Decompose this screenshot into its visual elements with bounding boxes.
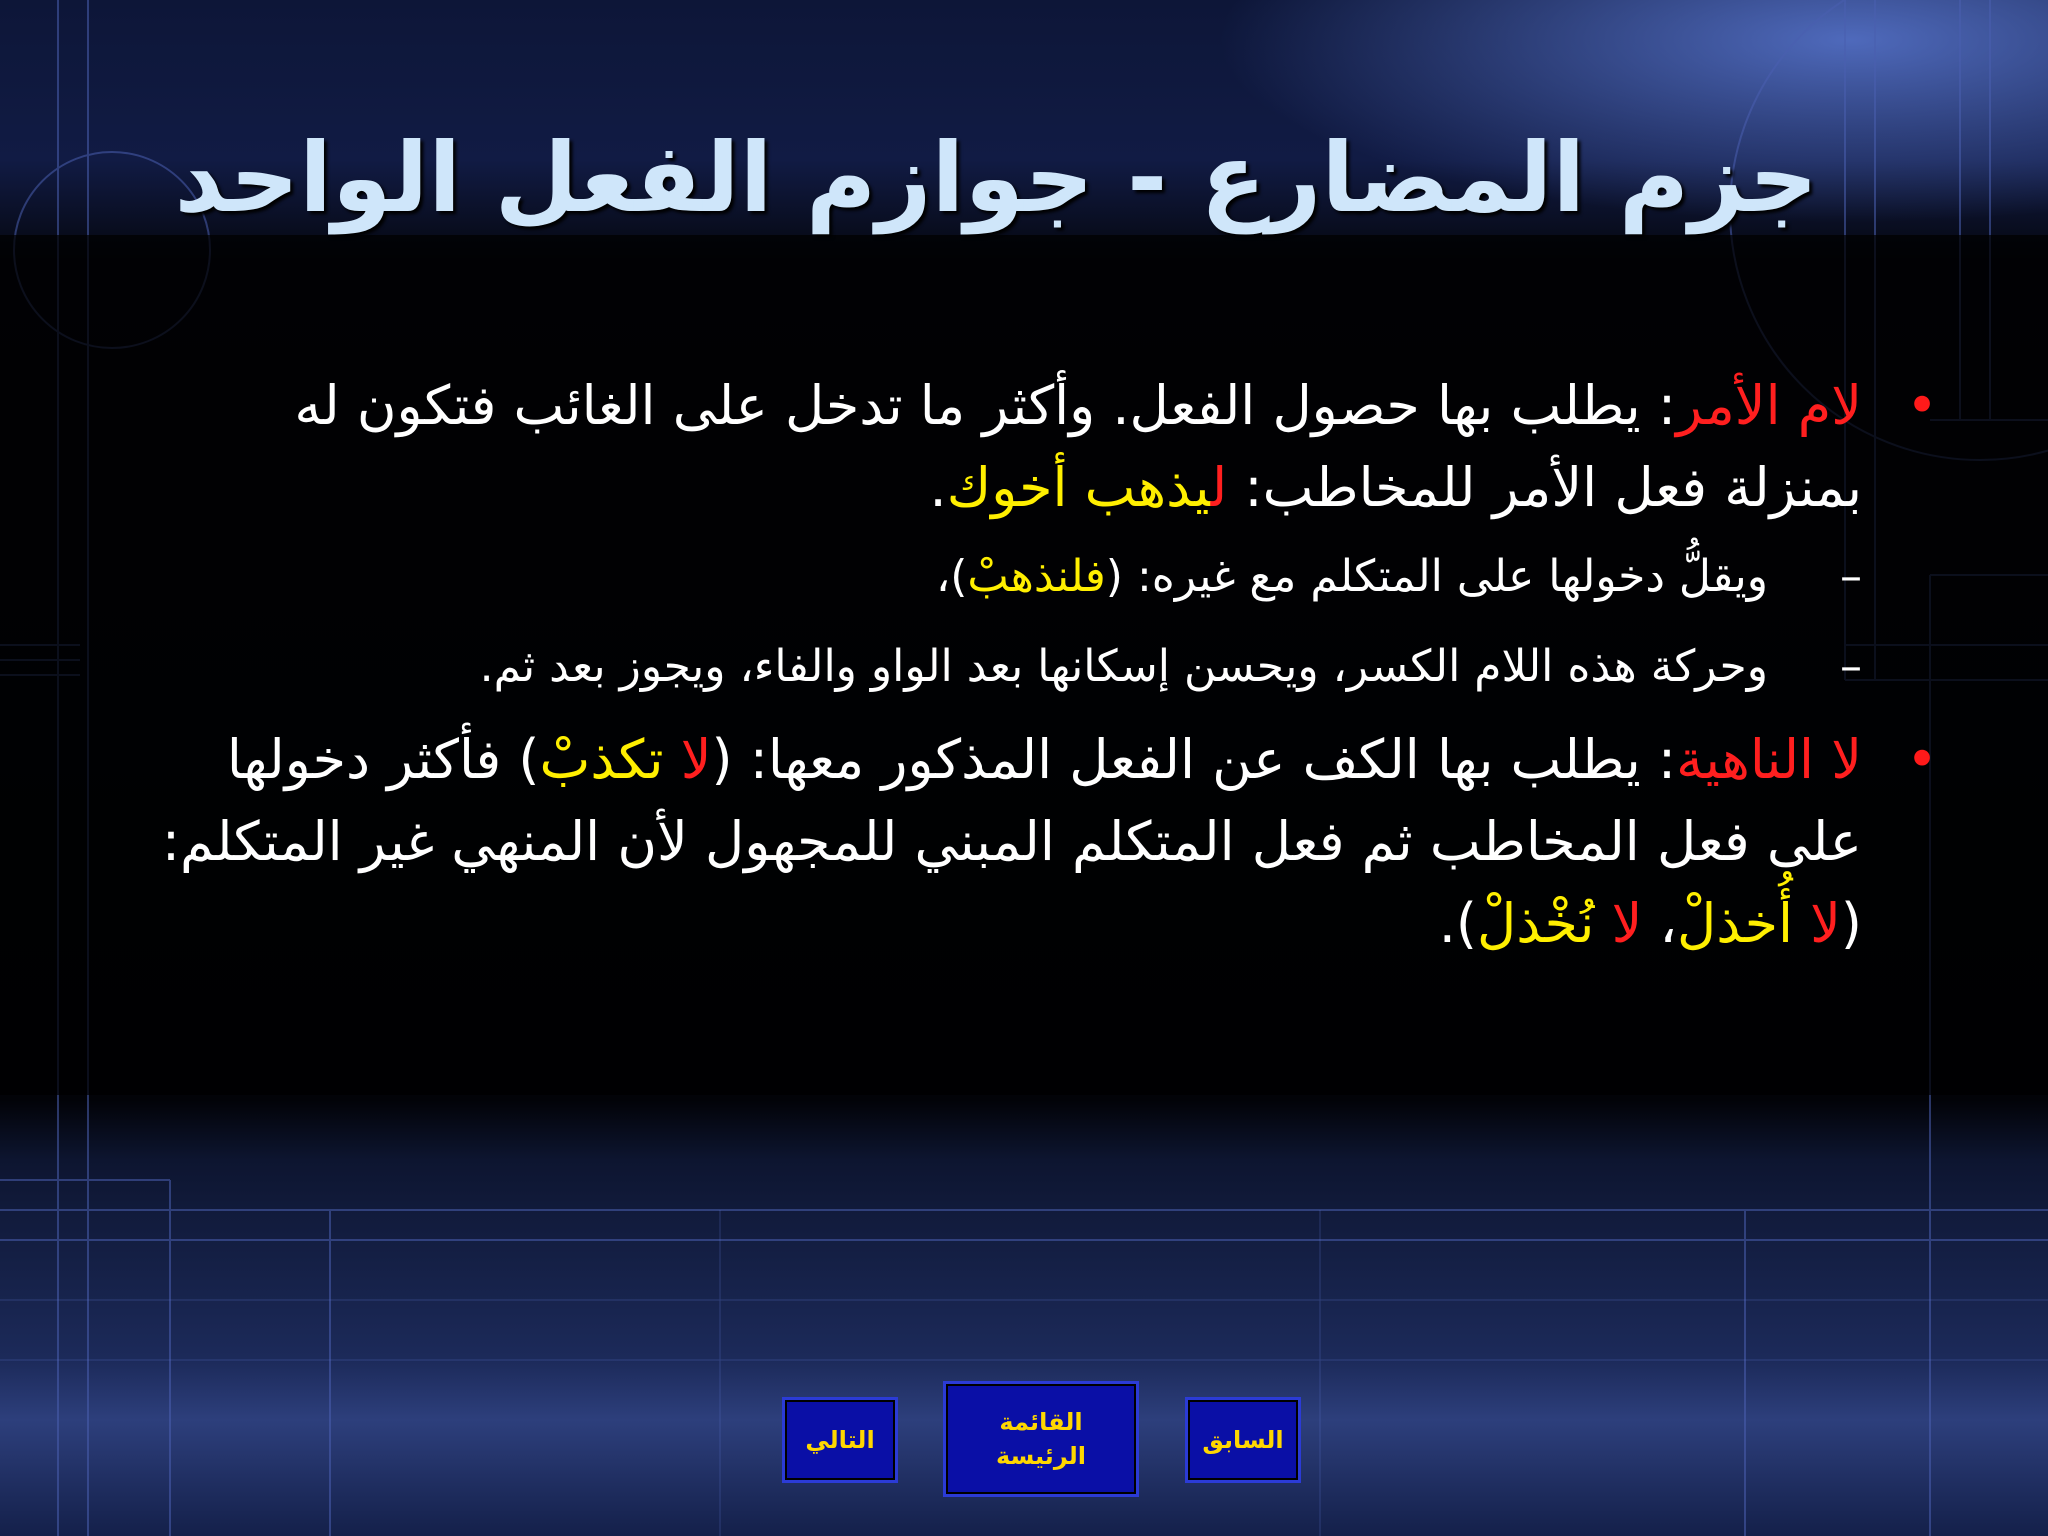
example-prefix: ل: [1210, 456, 1228, 519]
example-text: نُخْذلْ: [1476, 892, 1612, 955]
separator: ،: [1642, 892, 1677, 955]
bullet-text: : يطلب بها الكف عن الفعل المذكور معها: (: [711, 728, 1677, 791]
next-label: التالي: [805, 1426, 875, 1454]
bullet-term: لام الأمر: [1676, 374, 1862, 437]
main-menu-button[interactable]: [943, 1381, 1139, 1497]
bullet-lam-al-amr: [148, 365, 1938, 529]
next-button[interactable]: [782, 1397, 898, 1483]
example-text: تكذبْ: [539, 728, 681, 791]
example-prefix: لا: [680, 728, 712, 791]
sub-text: ويقلُّ دخولها على المتكلم مع غيره: (: [1105, 551, 1768, 602]
bullet-text: : يطلب بها حصول الفعل. وأكثر ما تدخل على الغائب فتكون له بمنزلة فعل الأمر للمخاطب:: [294, 374, 1862, 519]
slide-title: جزم المضارع - جوازم الفعل الواحد: [174, 122, 1818, 234]
example-text: فلنذهبْ: [967, 551, 1106, 602]
previous-button[interactable]: [1185, 1397, 1301, 1483]
sub-item-mutakallim: [148, 539, 1938, 615]
bullet-la-al-nahiya: [148, 719, 1938, 965]
example-text: أُخذلْ: [1676, 892, 1811, 955]
sub-item-haraka: [148, 629, 1938, 705]
bullet-dot-icon: •: [1906, 374, 1938, 437]
sub-text: وحركة هذه اللام الكسر، ويحسن إسكانها بعد الواو والفاء، ويجوز بعد ثم.: [479, 641, 1768, 692]
bullet-dot-icon: •: [1906, 728, 1938, 791]
bullet-tail: ).: [1438, 892, 1477, 955]
slide-body: [148, 365, 1938, 975]
dash-icon: –: [1840, 551, 1862, 602]
example-text: يذهب أخوك: [946, 456, 1211, 519]
example-prefix: لا: [1611, 892, 1643, 955]
example-prefix: لا: [1810, 892, 1841, 955]
sub-tail: )،: [936, 551, 968, 602]
main-menu-label-line2: الرئيسة: [996, 1442, 1086, 1470]
bullet-term: لا الناهية: [1676, 728, 1862, 791]
bullet-text-mid: ) فأكثر دخولها على فعل المخاطب ثم فعل المتكلم المبني للمجهول لأن المنهي غير المتكلم: (: [161, 728, 1862, 955]
main-menu-label: [996, 1405, 1086, 1473]
bullet-tail: .: [929, 456, 947, 519]
dash-icon: –: [1840, 641, 1862, 692]
previous-label: السابق: [1202, 1426, 1284, 1454]
main-menu-label-line1: القائمة: [999, 1408, 1083, 1436]
